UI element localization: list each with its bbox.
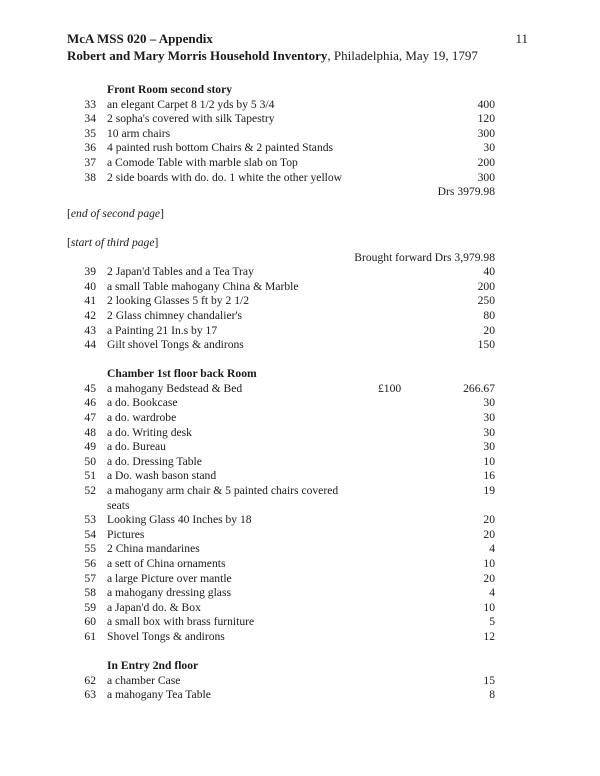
item-description: 4 painted rush bottom Chairs & 2 painted Stands	[107, 141, 334, 155]
page-header	[67, 30, 528, 64]
item-amount: 200	[477, 155, 495, 169]
inventory-row	[67, 112, 497, 127]
item-amount: 400	[477, 97, 495, 111]
item-amount: 15	[483, 673, 495, 687]
item-amount: 40	[483, 265, 495, 279]
item-description: a do. wardrobe	[107, 411, 177, 425]
item-number: 56	[84, 557, 96, 570]
section-title: Front Room second story	[107, 83, 233, 96]
inventory-row	[67, 382, 497, 397]
item-description: a mahogany arm chair & 5 painted chairs covered seats	[107, 484, 339, 512]
inventory-row	[67, 586, 497, 601]
item-description: an elegant Carpet 8 1/2 yds by 5 3/4	[107, 97, 275, 111]
inventory-row	[67, 557, 497, 572]
section-title: Chamber 1st floor back Room	[107, 367, 257, 381]
inventory-row	[67, 572, 497, 587]
item-amount: 30	[483, 440, 495, 454]
item-number: 46	[84, 396, 96, 410]
item-number: 37	[84, 155, 96, 169]
item-number: 63	[84, 688, 96, 702]
item-description: a Japan'd do. & Box	[107, 600, 201, 614]
inventory-body	[67, 83, 497, 703]
inventory-row	[67, 141, 497, 156]
item-description: a sett of China ornaments	[107, 557, 226, 570]
item-number: 35	[84, 126, 96, 140]
item-number: 42	[84, 308, 96, 322]
item-number: 44	[84, 338, 96, 352]
item-amount: 10	[483, 557, 495, 570]
item-number: 52	[84, 484, 96, 498]
item-amount: 20	[483, 527, 495, 541]
inventory-row	[67, 674, 497, 689]
item-amount: 30	[483, 425, 495, 439]
item-amount: 20	[483, 571, 495, 585]
inventory-row	[67, 309, 497, 324]
item-number: 47	[84, 411, 96, 425]
item-description: 2 looking Glasses 5 ft by 2 1/2	[107, 294, 250, 308]
item-number: 33	[84, 97, 96, 111]
item-description: a do. Dressing Table	[107, 454, 202, 468]
item-number: 48	[84, 425, 96, 439]
item-description: a Painting 21 In.s by 17	[107, 323, 218, 337]
page-number: 11	[515, 31, 528, 46]
item-amount: 19	[483, 484, 495, 498]
inventory-row	[67, 396, 497, 411]
item-description: 2 side boards with do. do. 1 white the other yellow	[107, 170, 343, 184]
inventory-row	[67, 484, 497, 513]
document-subtitle: , Philadelphia, May 19, 1797	[327, 48, 478, 63]
collection-title: McA MSS 020 – Appendix	[67, 31, 213, 46]
item-amount: 4	[489, 586, 495, 600]
item-amount: 4	[489, 542, 495, 556]
item-description: 2 sopha's covered with silk Tapestry	[107, 112, 275, 126]
item-amount: 250	[477, 294, 495, 308]
item-amount: 300	[477, 170, 495, 184]
inventory-row	[67, 455, 497, 470]
inventory-row	[67, 542, 497, 557]
item-amount: 20	[483, 323, 495, 337]
inventory-row	[67, 601, 497, 616]
inventory-row	[67, 528, 497, 543]
item-amount: 20	[483, 513, 495, 527]
item-number: 38	[84, 170, 96, 184]
item-amount: 120	[477, 112, 495, 126]
inventory-row	[67, 280, 497, 295]
inventory-row	[67, 171, 497, 186]
item-number: 57	[84, 571, 96, 585]
item-description: 2 Japan'd Tables and a Tea Tray	[107, 265, 254, 279]
brought-forward-row	[67, 251, 497, 266]
item-description: 2 Glass chimney chandalier's	[107, 308, 243, 322]
inventory-row	[67, 440, 497, 455]
document-title-line	[67, 47, 528, 64]
item-amount: 200	[477, 279, 495, 293]
item-amount: 8	[489, 688, 495, 702]
item-number: 50	[84, 454, 96, 468]
item-number: 40	[84, 279, 96, 293]
editorial-note-start: [start of third page]	[67, 235, 159, 249]
item-number: 51	[84, 469, 96, 483]
section-total-row	[67, 185, 497, 200]
inventory-row	[67, 513, 497, 528]
item-amount: 30	[483, 141, 495, 155]
item-description: 10 arm chairs	[107, 126, 171, 140]
inventory-row	[67, 411, 497, 426]
item-number: 34	[84, 112, 96, 126]
document-title: Robert and Mary Morris Household Inventory	[67, 48, 328, 63]
inventory-row	[67, 127, 497, 142]
inventory-row	[67, 156, 497, 171]
inventory-row	[67, 630, 497, 645]
item-description: Gilt shovel Tongs & andirons	[107, 338, 244, 352]
item-description: a Do. wash bason stand	[107, 469, 217, 483]
item-number: 39	[84, 265, 96, 279]
inventory-row	[67, 426, 497, 441]
item-description: a do. Bookcase	[107, 396, 178, 410]
item-description: a mahogany Tea Table	[107, 688, 211, 702]
collection-line	[67, 30, 528, 47]
item-amount: 10	[483, 600, 495, 614]
item-description: a small box with brass furniture	[107, 615, 255, 629]
item-description: a Comode Table with marble slab on Top	[107, 155, 298, 169]
item-number: 60	[84, 615, 96, 629]
editorial-note-end: [end of second page]	[67, 206, 164, 220]
inventory-row	[67, 265, 497, 280]
item-amount: 12	[483, 629, 495, 643]
item-number: 58	[84, 586, 96, 600]
item-description: a do. Bureau	[107, 440, 166, 454]
end-of-page-note: end of second page	[70, 206, 161, 220]
brought-forward: Brought forward Drs 3,979.98	[354, 250, 495, 264]
item-amount: 300	[477, 126, 495, 140]
item-description: a do. Writing desk	[107, 425, 192, 439]
item-number: 61	[84, 629, 96, 643]
inventory-row	[67, 98, 497, 113]
inventory-row	[67, 615, 497, 630]
item-pounds: £100	[378, 381, 402, 395]
item-description: Pictures	[107, 527, 145, 541]
item-number: 54	[84, 527, 96, 541]
section-total: Drs 3979.98	[437, 185, 495, 199]
item-description: a mahogany Bedstead & Bed	[107, 381, 243, 395]
item-amount: 30	[483, 396, 495, 410]
item-amount: 80	[483, 308, 495, 322]
inventory-row	[67, 338, 497, 353]
item-number: 55	[84, 542, 96, 556]
item-description: a mahogany dressing glass	[107, 586, 231, 600]
item-number: 41	[84, 294, 96, 308]
inventory-row	[67, 294, 497, 309]
inventory-row	[67, 469, 497, 484]
item-number: 49	[84, 440, 96, 454]
item-description: 2 China mandarines	[107, 542, 200, 556]
item-number: 53	[84, 513, 96, 527]
item-amount: 10	[483, 454, 495, 468]
item-description: Looking Glass 40 Inches by 18	[107, 513, 252, 527]
section-title: In Entry 2nd floor	[107, 659, 199, 673]
item-number: 62	[84, 673, 96, 687]
item-number: 43	[84, 323, 96, 337]
inventory-row	[67, 324, 497, 339]
item-amount: 30	[483, 411, 495, 425]
item-amount: 150	[477, 338, 495, 352]
item-description: a large Picture over mantle	[107, 571, 232, 585]
item-description: a small Table mahogany China & Marble	[107, 279, 299, 293]
item-number: 36	[84, 141, 96, 155]
item-amount: 5	[489, 615, 495, 629]
item-amount: 266.67	[463, 381, 495, 395]
inventory-row	[67, 688, 497, 703]
start-of-page-note: start of third page	[70, 235, 155, 249]
item-number: 59	[84, 600, 96, 614]
item-description: a chamber Case	[107, 673, 181, 687]
item-number: 45	[84, 381, 96, 395]
item-amount: 16	[483, 469, 495, 483]
item-description: Shovel Tongs & andirons	[107, 629, 225, 643]
